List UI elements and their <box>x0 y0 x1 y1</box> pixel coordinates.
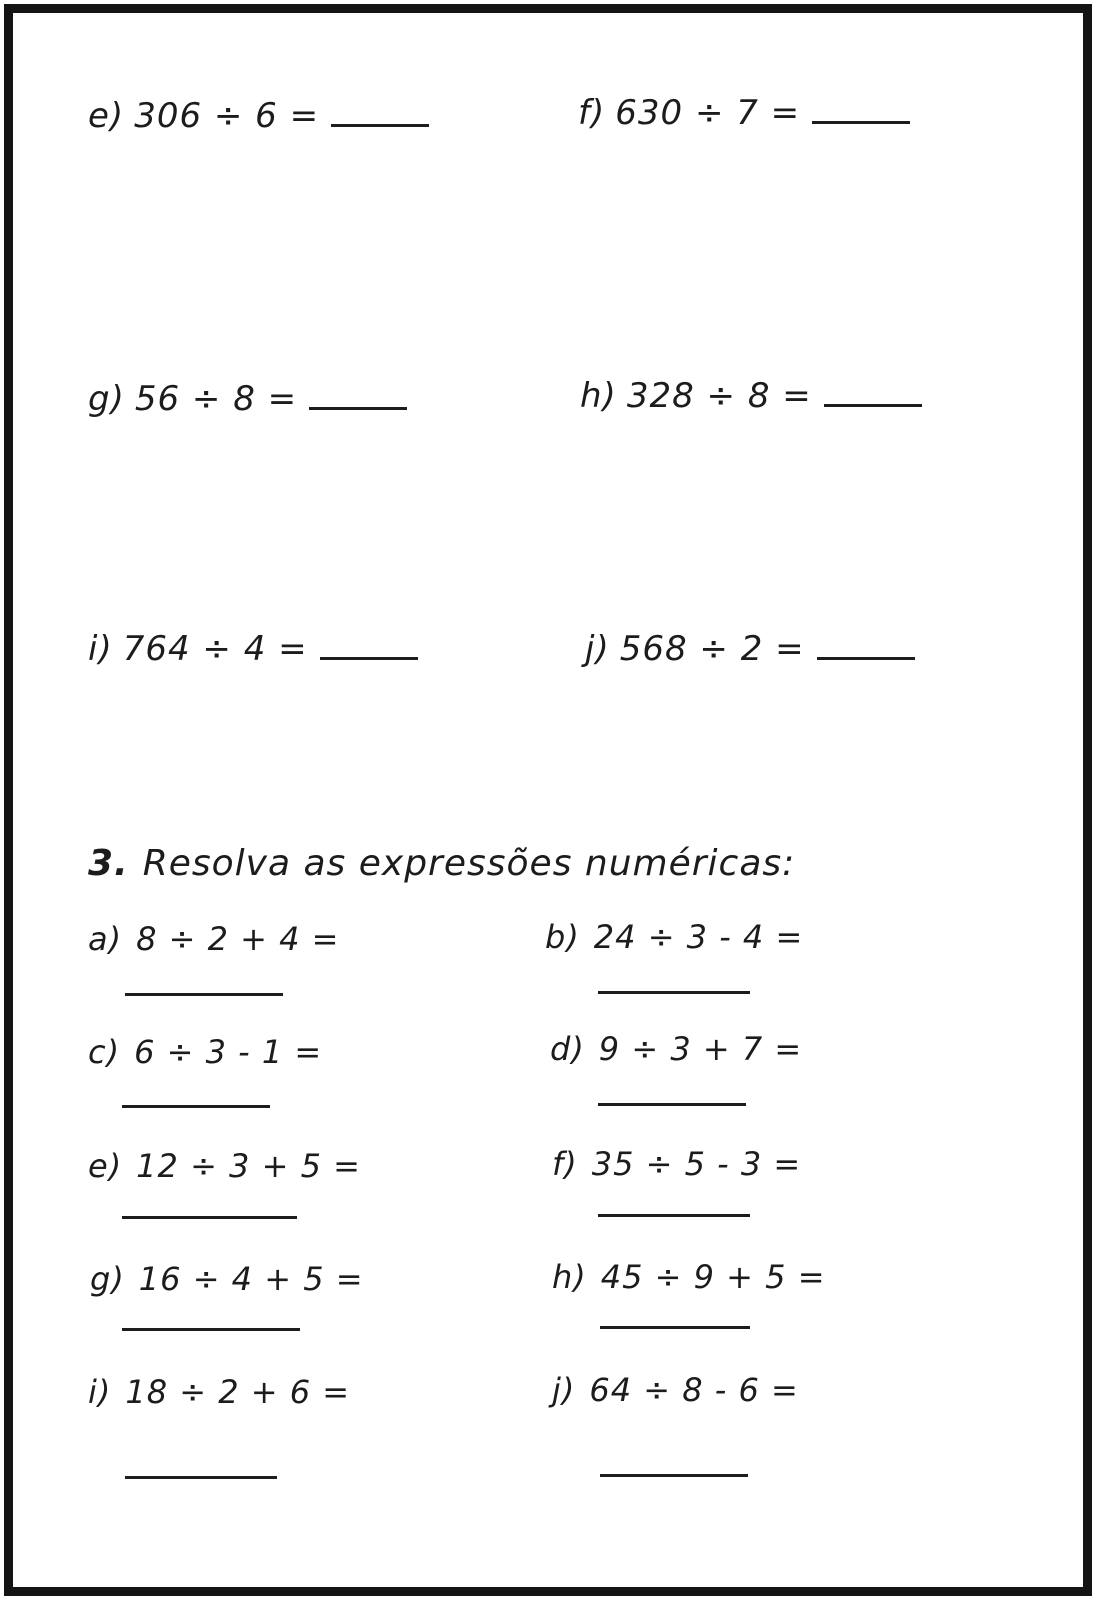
problem-label: g) <box>88 378 125 419</box>
problem-label: d) <box>550 1030 585 1068</box>
expression-problem-c <box>88 1033 322 1071</box>
problem-label: h) <box>580 375 617 416</box>
problem-expression: 9 ÷ 3 + 7 = <box>598 1030 803 1068</box>
problem-expression: 64 ÷ 8 - 6 = <box>589 1371 799 1409</box>
problem-label: b) <box>545 918 580 956</box>
problem-label: i) <box>88 1373 112 1411</box>
answer-blank[interactable] <box>320 628 418 660</box>
problem-label: i) <box>88 628 113 669</box>
answer-line[interactable] <box>122 1105 270 1108</box>
problem-label: e) <box>88 1147 123 1185</box>
answer-blank[interactable] <box>331 95 429 127</box>
problem-label: f) <box>578 92 606 133</box>
answer-blank[interactable] <box>309 378 407 410</box>
problem-label: e) <box>88 95 125 136</box>
problem-expression: 18 ÷ 2 + 6 = <box>125 1373 351 1411</box>
answer-blank[interactable] <box>812 92 910 124</box>
answer-line[interactable] <box>125 1476 277 1479</box>
problem-expression: 35 ÷ 5 - 3 = <box>591 1145 802 1183</box>
expression-problem-h <box>552 1258 826 1296</box>
expression-problem-b <box>545 918 803 956</box>
problem-label: a) <box>88 920 123 958</box>
answer-line[interactable] <box>600 1326 750 1329</box>
division-problem-j <box>585 628 915 669</box>
division-problem-i <box>88 628 418 669</box>
expression-problem-e <box>88 1147 361 1185</box>
division-problem-e <box>88 95 429 136</box>
problem-expression: 45 ÷ 9 + 5 = <box>600 1258 826 1296</box>
section-number: 3. <box>88 843 129 884</box>
answer-line[interactable] <box>598 1214 750 1217</box>
problem-expression: 56 ÷ 8 = <box>134 378 298 419</box>
division-problem-f <box>578 92 910 133</box>
section-title: Resolva as expressões numéricas: <box>142 843 796 884</box>
problem-label: j) <box>585 628 610 669</box>
answer-blank[interactable] <box>824 375 922 407</box>
division-problem-g <box>88 378 407 419</box>
problem-label: g) <box>90 1260 125 1298</box>
problem-expression: 24 ÷ 3 - 4 = <box>593 918 804 956</box>
problem-expression: 16 ÷ 4 + 5 = <box>138 1260 364 1298</box>
expression-problem-a <box>88 920 339 958</box>
answer-line[interactable] <box>600 1474 748 1477</box>
answer-line[interactable] <box>598 991 750 994</box>
problem-label: j) <box>552 1371 576 1409</box>
expression-problem-f <box>552 1145 801 1183</box>
answer-line[interactable] <box>122 1216 297 1219</box>
expression-problem-j <box>552 1371 799 1409</box>
problem-expression: 568 ÷ 2 = <box>619 628 805 669</box>
answer-blank[interactable] <box>817 628 915 660</box>
problem-expression: 6 ÷ 3 - 1 = <box>134 1033 323 1071</box>
problem-expression: 306 ÷ 6 = <box>134 95 320 136</box>
expression-problem-d <box>550 1030 802 1068</box>
expression-problem-i <box>88 1373 350 1411</box>
section-heading <box>88 843 795 884</box>
division-problem-h <box>580 375 922 416</box>
problem-expression: 12 ÷ 3 + 5 = <box>136 1147 361 1185</box>
answer-line[interactable] <box>122 1328 300 1331</box>
page-border <box>4 4 1092 1596</box>
expression-problem-g <box>90 1260 364 1298</box>
problem-expression: 8 ÷ 2 + 4 = <box>136 920 340 958</box>
answer-line[interactable] <box>598 1103 746 1106</box>
problem-label: h) <box>552 1258 587 1296</box>
problem-label: f) <box>552 1145 578 1183</box>
problem-expression: 764 ÷ 4 = <box>122 628 308 669</box>
problem-expression: 630 ÷ 7 = <box>615 92 801 133</box>
answer-line[interactable] <box>125 993 283 996</box>
problem-label: c) <box>88 1033 121 1071</box>
problem-expression: 328 ÷ 8 = <box>626 375 812 416</box>
